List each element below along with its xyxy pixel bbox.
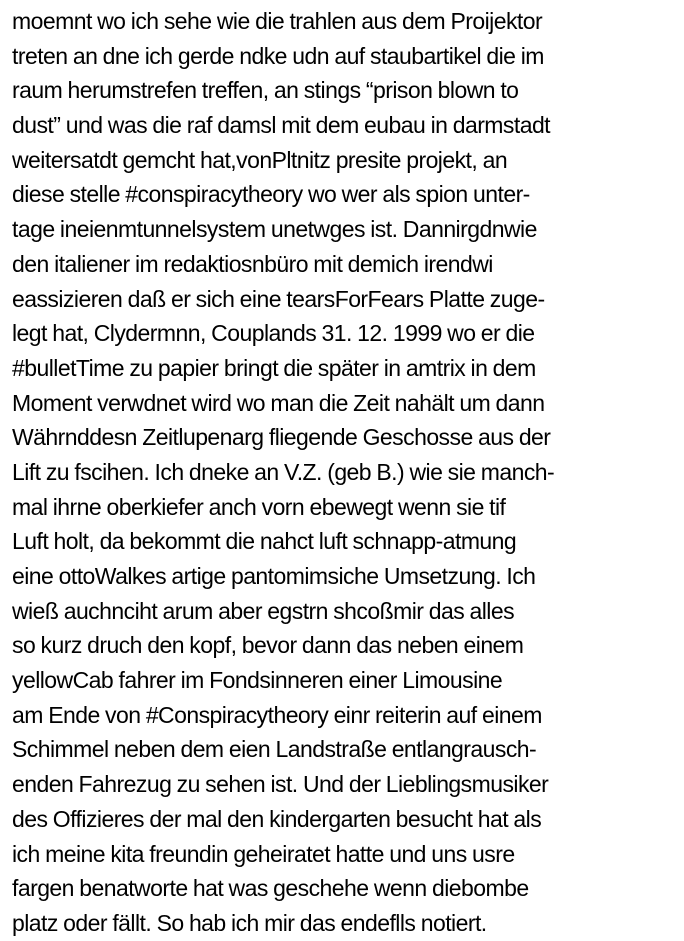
- text-line: moemnt wo ich sehe wie die trahlen aus dem Proijektor: [12, 8, 543, 34]
- text-line: raum herumstrefen treffen, an stings “prison blown to: [12, 77, 519, 104]
- text-line: so kurz druch den kopf, bevor dann das neben einem: [12, 632, 524, 659]
- body-text: [12, 4, 682, 941]
- text-line: #bulletTime zu papier bringt die später in amtrix in dem: [12, 354, 536, 381]
- text-line: tage ineienmtunnelsystem unetwges ist. Dannirgdnwie: [12, 216, 537, 243]
- text-line: treten an dne ich gerde ndke udn auf staubartikel die im: [12, 42, 544, 69]
- text-line: enden Fahrezug zu sehen ist. Und der Lieblingsmusiker: [12, 771, 549, 798]
- text-line: ich meine kita freundin geheiratet hatte und uns usre: [12, 840, 515, 867]
- text-line: Moment verwdnet wird wo man die Zeit nahält um dann: [12, 389, 545, 416]
- text-line: des Offizieres der mal den kindergarten besucht hat als: [12, 805, 542, 832]
- text-line: yellowCab fahrer im Fondsinneren einer Limousine: [12, 667, 503, 694]
- text-line: legt hat, Clydermnn, Couplands 31. 12. 1999 wo er die: [12, 320, 535, 347]
- text-line: eine ottoWalkes artige pantomimsiche Umsetzung. Ich: [12, 563, 536, 589]
- text-line: platz oder fällt. So hab ich mir das endeflls notiert.: [12, 909, 487, 936]
- text-line: mal ihrne oberkiefer anch vorn ebewegt wenn sie tif: [12, 493, 506, 520]
- text-line: am Ende von #Conspiracytheory einr reiterin auf einem: [12, 701, 542, 728]
- text-line: diese stelle #conspiracytheory wo wer als spion unter-: [12, 181, 530, 208]
- text-line: Luft holt, da bekommt die nahct luft schnapp-atmung: [12, 528, 517, 555]
- text-line: den italiener im redaktiosnbüro mit demich irendwi: [12, 250, 493, 277]
- text-line: wieß auchnciht arum aber egstrn shcoßmir das alles: [12, 597, 515, 624]
- text-line: weitersatdt gemcht hat,vonPltnitz presite projekt, an: [12, 146, 508, 173]
- text-line: Währnddesn Zeitlupenarg fliegende Geschosse aus der: [12, 424, 551, 451]
- text-line: fargen benatworte hat was geschehe wenn diebombe: [12, 875, 529, 902]
- text-line: Lift zu fscihen. Ich dneke an V.Z. (geb B.) wie sie manch-: [12, 458, 555, 485]
- text-line: eassizieren daß er sich eine tearsForFears Platte zuge-: [12, 285, 545, 312]
- text-line: dust” und was die raf damsl mit dem eubau in darmstadt: [12, 112, 551, 139]
- text-line: Schimmel neben dem eien Landstraße entlangrausch-: [12, 736, 537, 763]
